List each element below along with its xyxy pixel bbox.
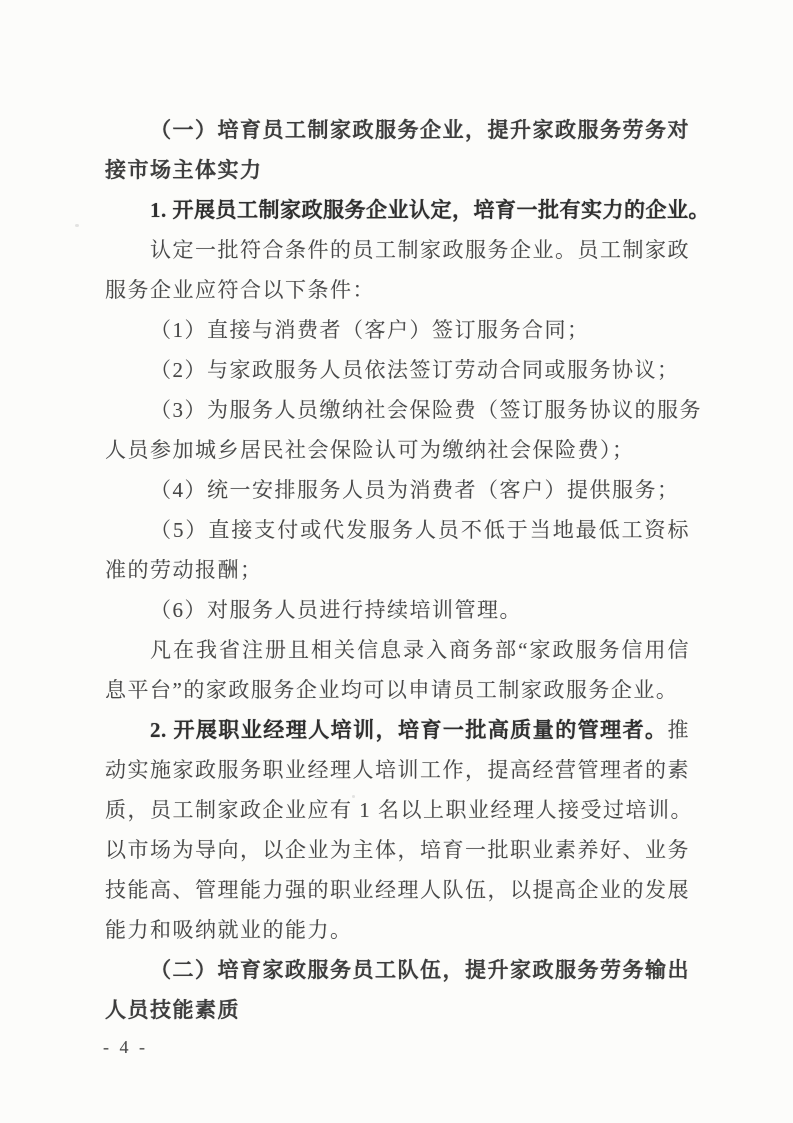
body-line: 动实施家政服务职业经理人培训工作，提高经营管理者的素 — [105, 758, 690, 782]
section-heading-line: 接市场主体实力 — [105, 158, 263, 182]
list-item-line: （1）直接与消费者（客户）签订服务合同； — [150, 318, 590, 342]
body-line: 服务企业应符合以下条件： — [105, 278, 375, 302]
body-line: 质，员工制家政企业应有 1 名以上职业经理人接受过培训。 — [105, 798, 693, 822]
body-line: 凡在我省注册且相关信息录入商务部“家政服务信用信 — [150, 638, 690, 662]
list-item-line: （3）为服务人员缴纳社会保险费（签订服务协议的服务 — [150, 398, 702, 422]
body-line: 认定一批符合条件的员工制家政服务企业。员工制家政 — [150, 238, 690, 262]
list-item-line: （6）对服务人员进行持续培训管理。 — [150, 598, 522, 622]
body-line: 息平台”的家政服务企业均可以申请员工制家政服务企业。 — [105, 678, 679, 702]
list-item-line: （5）直接支付或代发服务人员不低于当地最低工资标 — [150, 518, 690, 542]
section-heading-line: （一）培育员工制家政服务企业，提升家政服务劳务对 — [150, 118, 690, 142]
body-text: 推 — [667, 718, 690, 742]
list-item-line: （4）统一安排服务人员为消费者（客户）提供服务； — [150, 478, 680, 502]
body-line: 以市场为导向，以企业为主体，培育一批职业素养好、业务 — [105, 838, 690, 862]
body-line: 能力和吸纳就业的能力。 — [105, 918, 353, 942]
section-heading-line: （二）培育家政服务员工队伍，提升家政服务劳务输出 — [150, 958, 690, 982]
numbered-heading-line: 1. 开展员工制家政服务企业认定，培育一批有实力的企业。 — [150, 198, 710, 222]
page-number: - 4 - — [103, 1037, 148, 1057]
list-item-line: （2）与家政服务人员依法签订劳动合同或服务协议； — [150, 358, 680, 382]
body-line: 技能高、管理能力强的职业经理人队伍，以提高企业的发展 — [105, 878, 690, 902]
document-text-block — [105, 110, 710, 1030]
body-line — [105, 710, 690, 750]
section-heading-line: 人员技能素质 — [105, 998, 240, 1022]
list-item-line: 人员参加城乡居民社会保险认可为缴纳社会保险费）； — [105, 438, 635, 462]
numbered-heading-text: 2. 开展职业经理人培训，培育一批高质量的管理者。 — [150, 718, 668, 742]
list-item-line: 准的劳动报酬； — [105, 558, 263, 582]
